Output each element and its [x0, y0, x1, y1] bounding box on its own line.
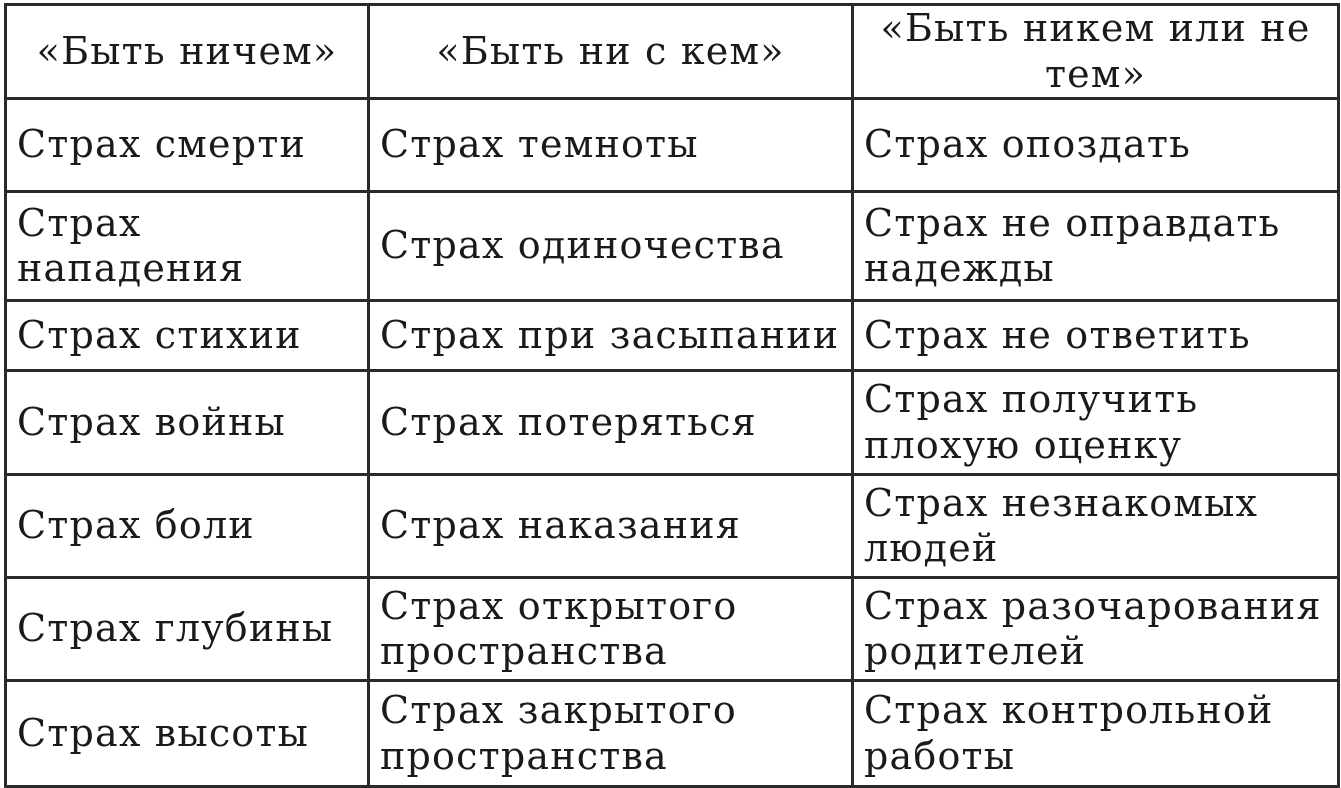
header-cell-be-with-no-one: «Быть ни с кем»: [369, 5, 853, 99]
table-body: [6, 99, 1339, 787]
table-cell: Страх потеряться: [369, 371, 853, 475]
table-row: [6, 681, 1339, 787]
table-row: [6, 192, 1339, 301]
table-row: [6, 475, 1339, 578]
table-cell: Страх получить плохую оценку: [853, 371, 1339, 475]
table-cell: Страх при засыпании: [369, 301, 853, 371]
table-cell: Страх нападения: [6, 192, 369, 301]
table-row: [6, 99, 1339, 192]
table-cell: Страх стихии: [6, 301, 369, 371]
table-row: [6, 371, 1339, 475]
table-cell: Страх наказания: [369, 475, 853, 578]
header-cell-be-nobody: «Быть никем или не тем»: [853, 5, 1339, 99]
table-cell: Страх глубины: [6, 578, 369, 681]
table-cell: Страх одиночества: [369, 192, 853, 301]
header-cell-be-nothing: «Быть ничем»: [6, 5, 369, 99]
table-cell: Страх опоздать: [853, 99, 1339, 192]
table-cell: Страх открытого пространства: [369, 578, 853, 681]
table-cell: Страх войны: [6, 371, 369, 475]
table-cell: Страх незнакомых людей: [853, 475, 1339, 578]
table-cell: Страх боли: [6, 475, 369, 578]
table-cell: Страх темноты: [369, 99, 853, 192]
table-cell: Страх высоты: [6, 681, 369, 787]
table-row: [6, 301, 1339, 371]
table-cell: Страх не ответить: [853, 301, 1339, 371]
table-cell: Страх разочарования родителей: [853, 578, 1339, 681]
table-cell: Страх контрольной работы: [853, 681, 1339, 787]
table-row: [6, 578, 1339, 681]
table-cell: Страх смерти: [6, 99, 369, 192]
fears-table: [4, 3, 1340, 788]
table-cell: Страх закрытого пространства: [369, 681, 853, 787]
table-cell: Страх не оправдать надежды: [853, 192, 1339, 301]
table-header: [6, 5, 1339, 99]
header-row: [6, 5, 1339, 99]
